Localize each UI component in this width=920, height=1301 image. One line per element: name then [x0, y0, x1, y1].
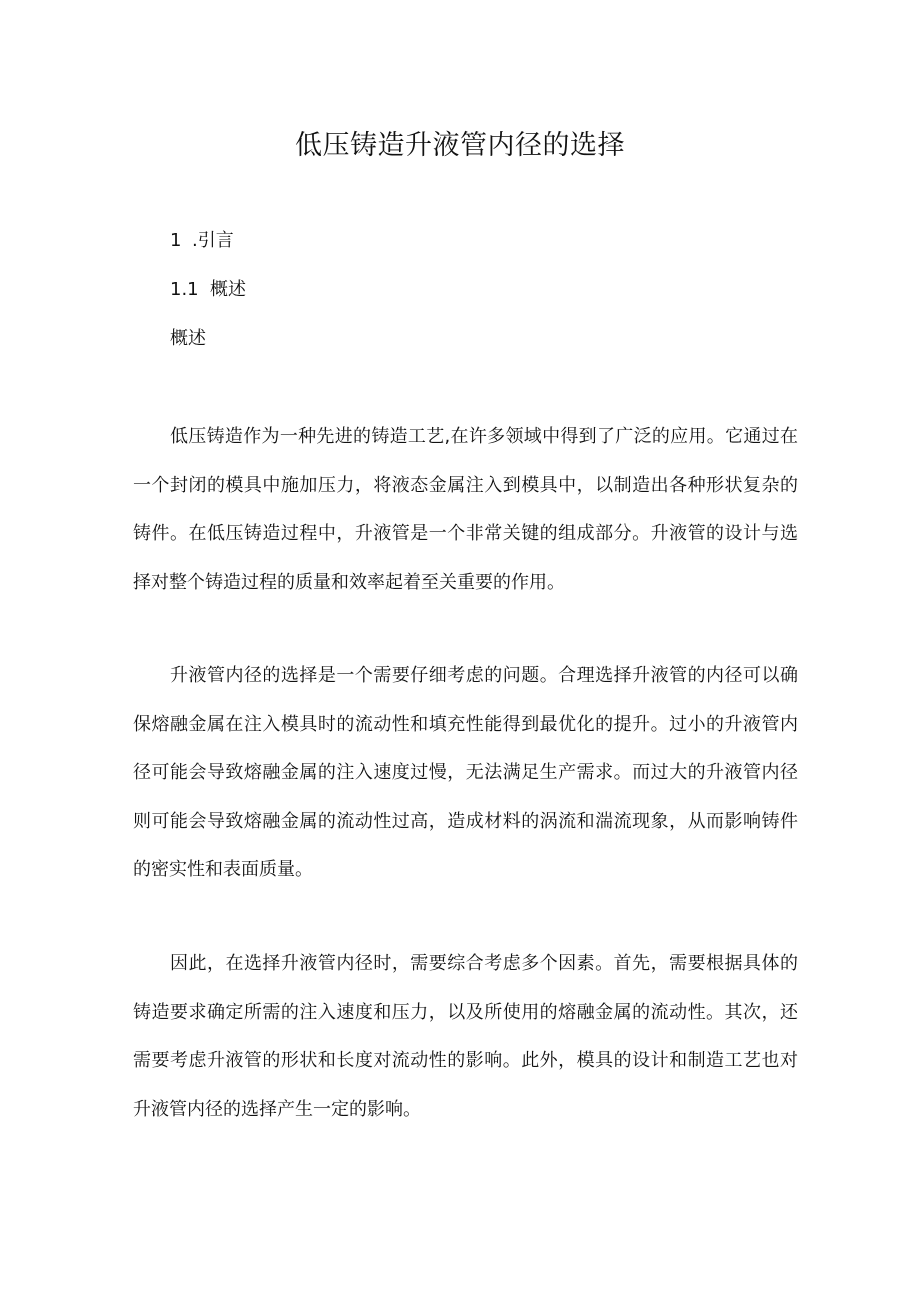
overview-subheading: 概述	[170, 328, 206, 349]
section-label: .引言	[192, 230, 234, 251]
paragraph-selection-factors: 因此，在选择升液管内径时，需要综合考虑多个因素。首先，需要根据具体的铸造要求确定所需的注入速度和压力，以及所使用的熔融金属的流动性。其次，还需要考虑升液管的形状和长度对流动性的影响。此外，模具的设计和制造工艺也对升液管内径的选择产生一定的影响。	[133, 953, 798, 1120]
paragraph-intro: 低压铸造作为一种先进的铸造工艺,在许多领域中得到了广泛的应用。它通过在一个封闭的模具中施加压力，将液态金属注入到模具中，以制造出各种形状复杂的铸件。在低压铸造过程中，升液管是一个非常关键的组成部分。升液管的设计与选择对整个铸造过程的质量和效率起着至关重要的作用。	[133, 426, 798, 593]
section-number: 1	[170, 230, 182, 251]
paragraph-diameter-importance: 升液管内径的选择是一个需要仔细考虑的问题。合理选择升液管的内径可以确保熔融金属在注入模具时的流动性和填充性能得到最优化的提升。过小的升液管内径可能会导致熔融金属的注入速度过慢，无法满足生产需求。而过大的升液管内径则可能会导致熔融金属的流动性过高，造成材料的涡流和湍流现象，从而影响铸件的密实性和表面质量。	[133, 665, 798, 880]
section-heading-introduction	[170, 228, 234, 254]
subsection-number: 1.1	[170, 279, 199, 300]
document-title: 低压铸造升液管内径的选择	[295, 130, 625, 161]
subsection-heading-overview	[170, 277, 246, 303]
subsection-label: 概述	[210, 279, 246, 300]
